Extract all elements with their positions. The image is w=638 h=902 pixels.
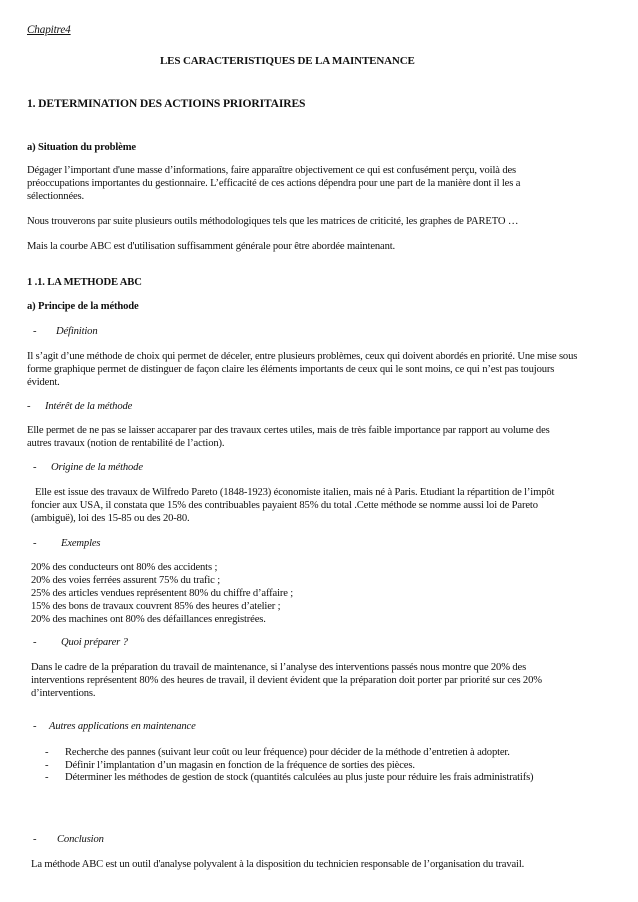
autres-dash: - (33, 721, 37, 732)
interet-line: Elle permet de ne pas se laisser accaparer par des travaux certes utiles, mais de très faible importance par rapport au volume des (27, 425, 550, 436)
autres-dash: - (45, 760, 49, 771)
situation-p2: Nous trouverons par suite plusieurs outils méthodologiques tels que les matrices de criticité, les graphes de PARETO … (27, 216, 519, 227)
exemple-item: 15% des bons de travaux couvrent 85% des heures d’atelier ; (31, 601, 281, 612)
quoi-line: interventions représentent 80% des heures de travail, il devient évident que la préparation doit porter par priorité sur ces 20% (31, 675, 542, 686)
autres-item: Déterminer les méthodes de gestion de stock (quantités calculées au plus juste pour réduire les frais administratifs) (65, 772, 534, 783)
autres-dash: - (45, 747, 49, 758)
document-title: LES CARACTERISTIQUES DE LA MAINTENANCE (160, 55, 415, 67)
conclusion-label: Conclusion (57, 834, 104, 845)
exemple-item: 25% des articles vendues représentent 80% du chiffre d’affaire ; (31, 588, 294, 599)
origine-line: (ambiguë), loi des 15-85 ou des 20-80. (31, 513, 190, 524)
exemples-label: Exemples (61, 538, 101, 549)
quoi-line: d’interventions. (31, 688, 96, 699)
situation-p1-line: Dégager l’important d'une masse d’informations, faire apparaître objectivement ce qui est confusément perçu, voilà des (27, 165, 516, 176)
quoi-line: Dans le cadre de la préparation du travail de maintenance, si l’analyse des interventions passés nous montre que 20% des (31, 662, 527, 673)
autres-item: Recherche des pannes (suivant leur coût ou leur fréquence) pour décider de la méthode d’entretien à adopter. (65, 747, 510, 758)
situation-p1-line: préoccupations importantes du gestionnaire. L’efficacité de ces actions dépendra pour une part de la manière dont il les a (27, 178, 521, 189)
origine-label: Origine de la méthode (51, 462, 143, 473)
conclusion-text: La méthode ABC est un outil d'analyse polyvalent à la disposition du technicien responsable de l’organisation du travail. (31, 859, 525, 870)
principe-heading: a) Principe de la méthode (27, 301, 139, 312)
definition-label: Définition (56, 326, 98, 337)
exemples-dash: - (33, 538, 37, 549)
conclusion-dash: - (33, 834, 37, 845)
exemple-item: 20% des conducteurs ont 80% des accidents ; (31, 562, 218, 573)
definition-dash: - (33, 326, 37, 337)
chapter-label: Chapitre4 (27, 24, 71, 36)
interet-label: Intérêt de la méthode (45, 401, 133, 412)
situation-p3: Mais la courbe ABC est d'utilisation suffisamment générale pour être abordée maintenant. (27, 241, 396, 252)
situation-p1-line: sélectionnées. (27, 191, 85, 202)
situation-heading: a) Situation du problème (27, 142, 136, 153)
definition-line: forme graphique permet de distinguer de façon claire les éléments importants de ceux qui le sont moins, ce qui n’est pas toujours (27, 364, 555, 375)
exemple-item: 20% des machines ont 80% des défaillances enregistrées. (31, 614, 266, 625)
autres-item: Définir l’implantation d’un magasin en fonction de la fréquence de sorties des pièces. (65, 760, 415, 771)
quoi-dash: - (33, 637, 37, 648)
definition-line: évident. (27, 377, 60, 388)
interet-dash: - (27, 401, 31, 412)
section-heading-1: 1. DETERMINATION DES ACTIOINS PRIORITAIRES (27, 97, 306, 110)
exemple-item: 20% des voies ferrées assurent 75% du trafic ; (31, 575, 221, 586)
origine-line: Elle est issue des travaux de Wilfredo Pareto (1848-1923) économiste italien, mais né à Paris. Etudiant la répartition de l’impôt (35, 487, 555, 498)
interet-line: autres travaux (notion de rentabilité de l’action). (27, 438, 225, 449)
section-heading-1-1: 1 .1. LA METHODE ABC (27, 277, 142, 288)
origine-line: foncier aux USA, il constata que 15% des contribuables payaient 85% du total .Cette méthode se nomme aussi loi de Pareto (31, 500, 538, 511)
definition-line: Il s’agit d’une méthode de choix qui permet de déceler, entre plusieurs problèmes, ceux qui doivent abordés en priorité. Une mise sous (27, 351, 578, 362)
autres-dash: - (45, 772, 49, 783)
origine-dash: - (33, 462, 37, 473)
quoi-label: Quoi préparer ? (61, 637, 128, 648)
autres-label: Autres applications en maintenance (49, 721, 196, 732)
